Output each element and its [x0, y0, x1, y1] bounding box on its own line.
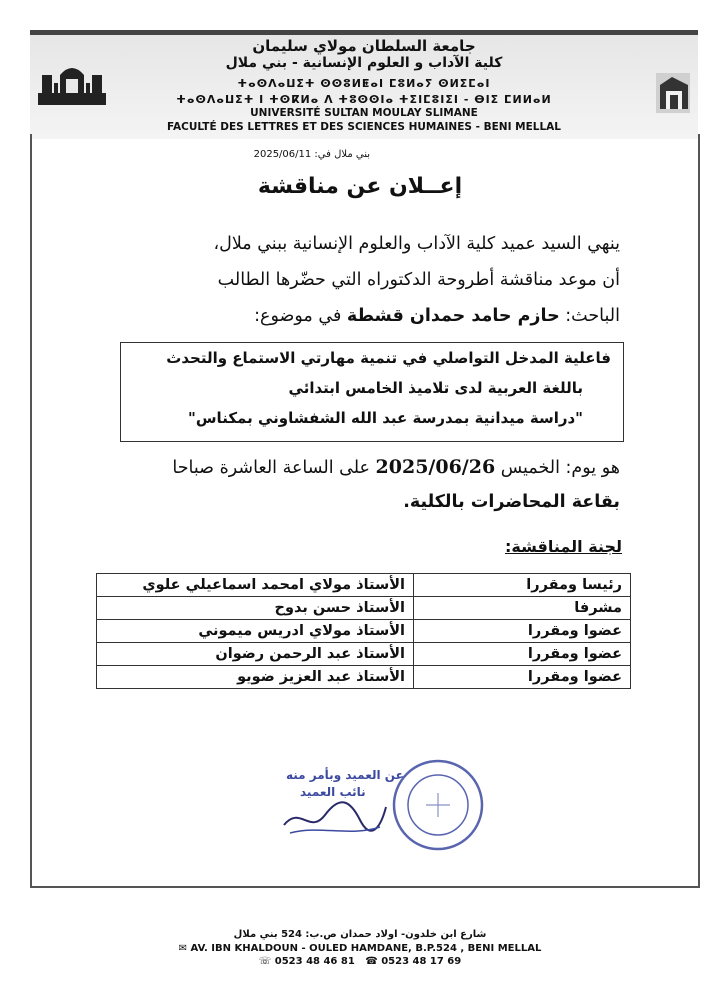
table-row — [97, 666, 631, 689]
defense-date: 2025/06/26 — [375, 456, 496, 478]
member-name: الأستاذ مولاي ادريس ميموني — [97, 620, 414, 643]
letterhead — [30, 30, 698, 139]
university-name-tifinagh: ⵜⴰⵙⴷⴰⵡⵉⵜ ⵙⵙⵓⵍⵟⴰⵏ ⵎⵓⵍⴰⵢ ⵙⵍⵉⵎⴰⵏ — [237, 77, 491, 90]
member-role: عضوا ومقررا — [414, 666, 631, 689]
thesis-title-box — [120, 342, 624, 442]
date-line: بني ملال في: 2025/06/11 — [253, 149, 370, 160]
committee-heading: لجنة المناقشة: — [505, 537, 622, 556]
faculty-name-ar: كلية الآداب و العلوم الإنسانية - بني ملال — [225, 55, 503, 71]
body-line-1: ينهي السيد عميد كلية الآداب والعلوم الإنسانية ببني ملال، — [213, 234, 620, 254]
member-role: رئيسا ومقررا — [414, 574, 631, 597]
member-role: عضوا ومقررا — [414, 643, 631, 666]
phone-icon: ☏ — [258, 956, 272, 967]
handwritten-signature — [280, 795, 390, 840]
phone-number-1: 0523 48 46 81 — [274, 956, 355, 967]
committee-table — [96, 573, 631, 689]
thesis-line-1: فاعلية المدخل التواصلي في تنمية مهارتي الاستماع والتحدث — [166, 349, 611, 367]
thesis-line-3: "دراسة ميدانية بمدرسة عبد الله الشفشاوني بمكناس" — [188, 409, 583, 427]
member-name: الأستاذ عبد العزيز ضويو — [97, 666, 414, 689]
page-title: إعــلان عن مناقشة — [257, 174, 463, 199]
signature-title: نائب العميد — [300, 785, 366, 799]
member-name: الأستاذ حسن بدوح — [97, 597, 414, 620]
table-row — [97, 620, 631, 643]
faculty-name-fr: FACULTÉ DES LETTRES ET DES SCIENCES HUMAINES - BENI MELLAL — [167, 121, 561, 133]
faculty-name-tifinagh: ⵜⴰⵙⴷⴰⵡⵉⵜ ⵏ ⵜⵙⴽⵍⴰ ⴷ ⵜⵓⵙⵙⵏⴰ ⵜⵉⵏⵎⵓⵏⵉⵏ - ⴱⵏⵉ ⵎⵍⵍⴰⵍ — [176, 93, 552, 106]
defense-time: على الساعة العاشرة صباحا — [172, 458, 370, 478]
official-stamp — [388, 755, 488, 855]
member-name: الأستاذ عبد الرحمن رضوان — [97, 643, 414, 666]
body-line-2: أن موعد مناقشة أطروحة الدكتوراه التي حضّرها الطالب — [217, 270, 620, 290]
table-row — [97, 574, 631, 597]
schedule-line — [172, 456, 620, 478]
student-name: حازم حامد حمدان قشطة — [346, 306, 560, 326]
table-row — [97, 643, 631, 666]
footer-address-ar: شارع ابن خلدون- اولاد حمدان ص.ب: 524 بني ملال — [233, 929, 487, 940]
member-role: مشرفا — [414, 597, 631, 620]
member-name: الأستاذ مولاي امحمد اسماعيلي علوي — [97, 574, 414, 597]
footer-address-fr: ✉ AV. IBN KHALDOUN - OULED HAMDANE, B.P.524 , BENI MELLAL — [178, 943, 542, 954]
phone-number-2: 0523 48 17 69 — [381, 956, 462, 967]
body-line-3 — [254, 306, 620, 326]
university-name-fr: UNIVERSITÉ SULTAN MOULAY SLIMANE — [250, 107, 478, 119]
member-role: عضوا ومقررا — [414, 620, 631, 643]
thesis-line-2: باللغة العربية لدى تلاميذ الخامس ابتدائي — [288, 379, 583, 397]
university-name-ar: جامعة السلطان مولاي سليمان — [252, 37, 476, 55]
defense-location: بقاعة المحاضرات بالكلية. — [403, 492, 620, 512]
mail-icon: ✉ — [178, 943, 188, 954]
footer-phones — [0, 956, 720, 967]
researcher-label: الباحث: — [565, 306, 620, 326]
signature-on-behalf: عن العميد وبأمر منه — [286, 768, 404, 782]
schedule-day: هو يوم: الخميس — [500, 458, 620, 478]
table-row — [97, 597, 631, 620]
subject-label: في موضوع: — [254, 306, 342, 326]
fax-icon: ☎ — [365, 956, 378, 967]
